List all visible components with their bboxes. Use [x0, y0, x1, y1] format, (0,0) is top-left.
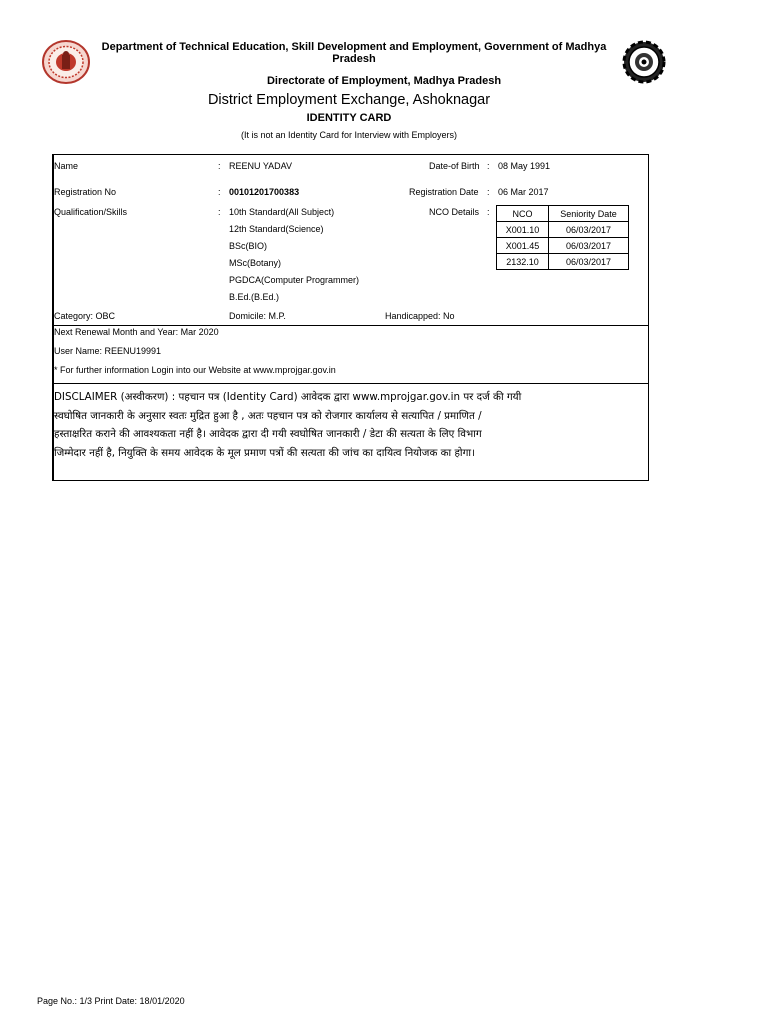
disclaimer-line: जिम्मेदार नहीं है, नियुक्ति के समय आवेदक के मूल प्रमाण पत्रों की सत्यता की जांच का दायित्व नियोजक का होगा।: [54, 446, 475, 459]
table-row: [497, 206, 629, 222]
category-text: Category: OBC: [54, 311, 116, 321]
qualification-item: BSc(BIO): [229, 241, 268, 251]
table-row: [497, 238, 629, 254]
disclaimer-line: DISCLAIMER (अस्वीकरण) : पहचान पत्र (Identity Card) आवेदक द्वारा www.mprojgar.gov.in पर दर्ज की गयी: [54, 391, 522, 403]
exchange-title: District Employment Exchange, Ashoknagar: [207, 92, 491, 108]
reg-date-label: Registration Date: [409, 187, 479, 197]
seniority-date-cell: 06/03/2017: [549, 254, 629, 270]
handicapped-text: Handicapped: No: [385, 311, 455, 321]
nco-code-cell: X001.45: [497, 238, 549, 254]
reg-no-value: 00101201700383: [229, 187, 300, 197]
disclaimer-line: स्वघोषित जानकारी के अनुसार स्वतः मुद्रित हुआ है , अतः पहचान पत्र को रोजगार कार्यालय से सत्यापित / प्रमाणित /: [54, 409, 482, 422]
qualification-item: 10th Standard(All Subject): [229, 207, 335, 217]
disclaimer-line: हस्ताक्षरित कराने की आवश्यकता नहीं है। आवेदक द्वारा दी गयी स्वघोषित जानकारी / डेटा की सत्यता के लिए विभाग: [54, 428, 482, 440]
colon: :: [487, 207, 490, 217]
dob-label: Date-of Birth: [429, 161, 480, 171]
department-heading: Department of Technical Education, Skill Development and Employment, Government of Madhya Pradesh: [101, 41, 607, 65]
qualification-item: MSc(Botany): [229, 258, 282, 268]
seniority-date-cell: 06/03/2017: [549, 238, 629, 254]
website-info-text: * For further information Login into our Website at www.mprojgar.gov.in: [54, 365, 336, 375]
nco-code-cell: 2132.10: [497, 254, 549, 270]
card-note: (It is not an Identity Card for Interview with Employers): [240, 130, 458, 140]
divider: [54, 383, 648, 384]
user-name-text: User Name: REENU19991: [54, 346, 162, 356]
table-row: [497, 254, 629, 270]
table-header: Seniority Date: [549, 206, 629, 222]
card-title: IDENTITY CARD: [306, 112, 392, 124]
directorate-heading: Directorate of Employment, Madhya Pradesh: [266, 75, 502, 87]
colon: :: [218, 187, 221, 197]
name-label: Name: [54, 161, 79, 171]
colon: :: [487, 161, 490, 171]
table-row: [497, 222, 629, 238]
nco-table: [496, 205, 629, 270]
disclaimer-block: [54, 388, 644, 462]
name-value: REENU YADAV: [229, 161, 293, 171]
qualification-item: PGDCA(Computer Programmer): [229, 275, 360, 285]
colon: :: [218, 207, 221, 217]
reg-date-value: 06 Mar 2017: [498, 187, 549, 197]
reg-no-label: Registration No: [54, 187, 117, 197]
divider: [54, 325, 648, 326]
domicile-text: Domicile: M.P.: [229, 311, 286, 321]
nco-code-cell: X001.10: [497, 222, 549, 238]
qualification-label: Qualification/Skills: [54, 207, 128, 217]
colon: :: [487, 187, 490, 197]
colon: :: [218, 161, 221, 171]
table-header: NCO: [497, 206, 549, 222]
seniority-date-cell: 06/03/2017: [549, 222, 629, 238]
qualification-item: 12th Standard(Science): [229, 224, 324, 234]
dob-value: 08 May 1991: [498, 161, 551, 171]
next-renewal-text: Next Renewal Month and Year: Mar 2020: [54, 327, 219, 337]
page-footer: Page No.: 1/3 Print Date: 18/01/2020: [37, 996, 185, 1006]
qualification-item: B.Ed.(B.Ed.): [229, 292, 280, 302]
nco-label: NCO Details: [429, 207, 480, 217]
